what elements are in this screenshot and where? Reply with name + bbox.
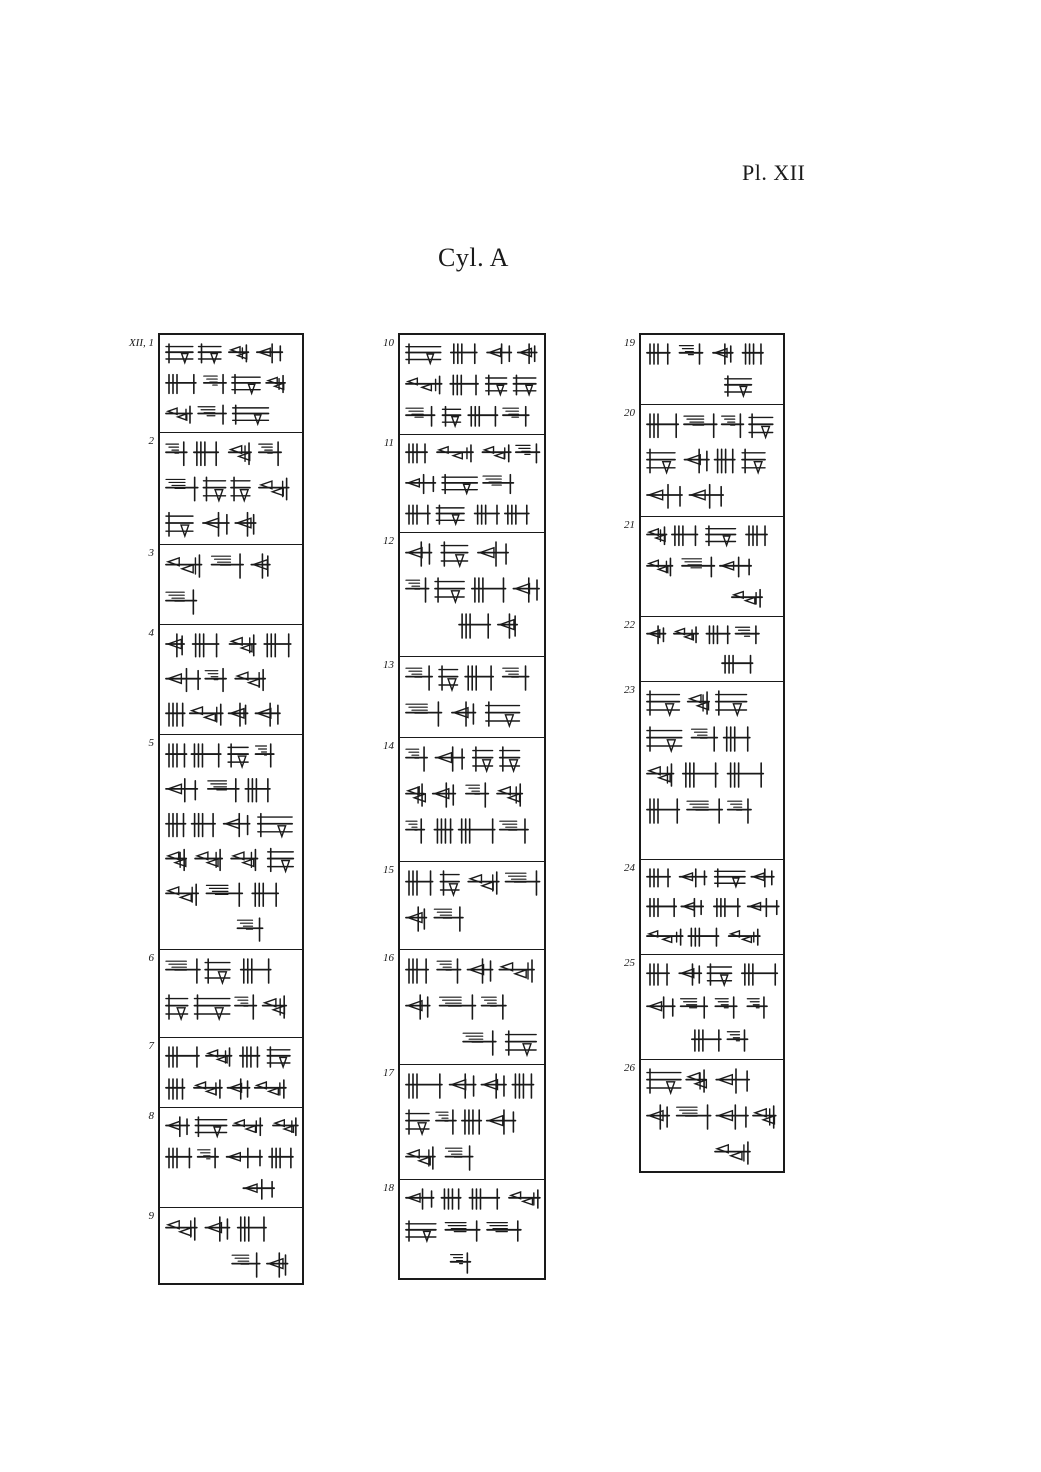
case-number: 25 bbox=[624, 957, 635, 969]
cuneiform-signs bbox=[160, 625, 302, 734]
case-number: 2 bbox=[148, 435, 154, 447]
case-number: XII, 1 bbox=[128, 337, 154, 349]
case-number: 8 bbox=[148, 1110, 154, 1122]
cuneiform-signs bbox=[641, 1060, 783, 1175]
inscription-case bbox=[148, 735, 302, 950]
plate-title: Cyl. A bbox=[438, 243, 509, 272]
case-number: 9 bbox=[148, 1210, 154, 1222]
cuneiform-signs bbox=[400, 862, 544, 949]
cuneiform-signs bbox=[160, 1208, 302, 1287]
cuneiform-signs bbox=[160, 1038, 302, 1107]
inscription-case bbox=[624, 517, 783, 617]
cuneiform-signs bbox=[160, 1108, 302, 1207]
cuneiform-signs bbox=[641, 860, 783, 954]
inscription-case bbox=[148, 433, 302, 545]
case-number: 24 bbox=[624, 862, 635, 874]
inscription-case bbox=[383, 533, 544, 657]
case-number: 12 bbox=[383, 535, 394, 547]
case-number: 23 bbox=[624, 684, 635, 696]
case-number: 14 bbox=[383, 740, 394, 752]
inscription-case bbox=[383, 1065, 544, 1180]
cuneiform-signs bbox=[400, 1180, 544, 1282]
plate-label: Pl. XII bbox=[742, 160, 806, 185]
inscription-case bbox=[624, 1060, 783, 1175]
inscription-case bbox=[383, 950, 544, 1065]
inscription-column-2 bbox=[383, 333, 546, 1280]
cuneiform-signs bbox=[160, 950, 302, 1037]
inscription-case bbox=[624, 682, 783, 860]
cuneiform-signs bbox=[641, 682, 783, 859]
inscription-case bbox=[148, 625, 302, 735]
inscription-case bbox=[148, 950, 302, 1038]
cuneiform-signs bbox=[160, 545, 302, 624]
cuneiform-signs bbox=[400, 1065, 544, 1179]
inscription-case bbox=[148, 545, 302, 625]
inscription-case bbox=[383, 335, 544, 435]
case-number: 5 bbox=[148, 737, 154, 749]
case-number: 11 bbox=[383, 437, 394, 449]
cuneiform-signs bbox=[160, 335, 302, 432]
inscription-case bbox=[624, 405, 783, 517]
inscription-case bbox=[148, 1038, 302, 1108]
case-number: 13 bbox=[383, 659, 394, 671]
inscription-case bbox=[383, 435, 544, 533]
inscription-column-3 bbox=[624, 333, 785, 1173]
case-number: 7 bbox=[148, 1040, 154, 1052]
cuneiform-signs bbox=[400, 738, 544, 861]
inscription-case bbox=[624, 335, 783, 405]
case-number: 22 bbox=[624, 619, 635, 631]
inscription-case bbox=[383, 738, 544, 862]
cuneiform-signs bbox=[641, 405, 783, 516]
case-number: 21 bbox=[624, 519, 635, 531]
cuneiform-signs bbox=[641, 335, 783, 404]
case-number: 18 bbox=[383, 1182, 394, 1194]
case-number: 19 bbox=[624, 337, 635, 349]
case-number: 17 bbox=[383, 1067, 394, 1079]
cuneiform-signs bbox=[400, 335, 544, 434]
case-number: 10 bbox=[383, 337, 394, 349]
cuneiform-signs bbox=[400, 950, 544, 1064]
case-number: 15 bbox=[383, 864, 394, 876]
case-number: 16 bbox=[383, 952, 394, 964]
inscription-case bbox=[624, 617, 783, 682]
inscription-case bbox=[383, 862, 544, 950]
inscription-column-1 bbox=[128, 333, 304, 1285]
cuneiform-signs bbox=[641, 617, 783, 681]
inscription-case bbox=[383, 1180, 544, 1282]
case-number: 3 bbox=[148, 547, 154, 559]
cuneiform-signs bbox=[400, 533, 544, 656]
cuneiform-signs bbox=[400, 657, 544, 737]
case-number: 4 bbox=[148, 627, 154, 639]
cuneiform-signs bbox=[641, 517, 783, 616]
cuneiform-signs bbox=[160, 735, 302, 949]
case-number: 26 bbox=[624, 1062, 635, 1074]
cuneiform-signs bbox=[400, 435, 544, 532]
inscription-case bbox=[148, 1208, 302, 1287]
cuneiform-signs bbox=[641, 955, 783, 1059]
case-number: 6 bbox=[148, 952, 154, 964]
cuneiform-signs bbox=[160, 433, 302, 544]
case-number: 20 bbox=[624, 407, 635, 419]
inscription-case bbox=[128, 335, 302, 433]
inscription-case bbox=[624, 860, 783, 955]
inscription-case bbox=[148, 1108, 302, 1208]
inscription-case bbox=[383, 657, 544, 738]
inscription-case bbox=[624, 955, 783, 1060]
